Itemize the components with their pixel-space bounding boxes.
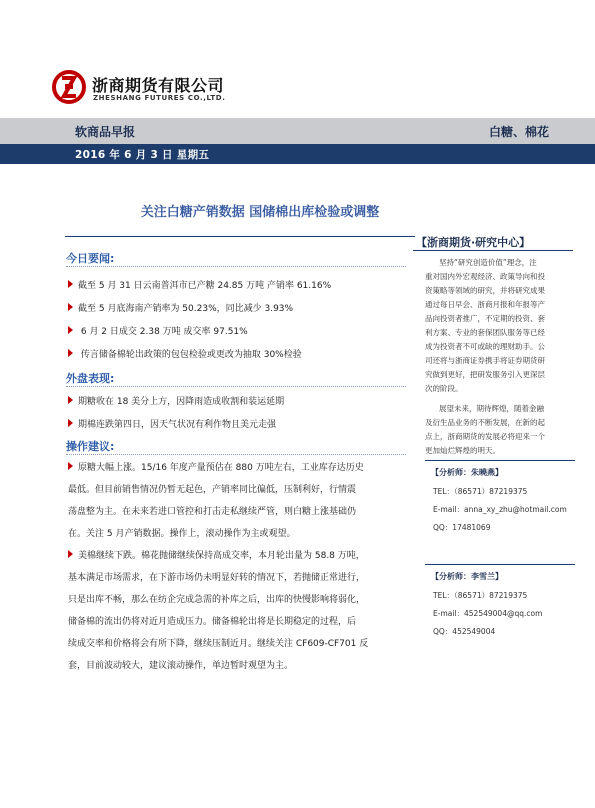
analyst-divider xyxy=(425,460,575,461)
analyst-email[interactable]: E-mail：anna_xy_zhu@hotmail.com xyxy=(433,505,567,514)
news-item: 截至 5 月底海南产销率为 50.23%，同比减少 3.93% xyxy=(68,301,293,314)
analyst-tel: TEL：（86571）87219375 xyxy=(433,591,528,600)
market-item: 期糖收在 18 美分上方，因降雨造成收割和装运延期 xyxy=(68,394,284,407)
analyst-divider xyxy=(425,564,575,565)
section-divider xyxy=(66,386,406,387)
report-type-band xyxy=(0,118,595,144)
report-date: 2016 年 6 月 3 日 星期五 xyxy=(75,149,210,161)
bullet-arrow-icon xyxy=(68,326,73,334)
analyst-tel: TEL：（86571）87219375 xyxy=(433,487,528,496)
panel-divider xyxy=(413,250,573,251)
section-divider xyxy=(66,454,406,455)
section-divider xyxy=(66,266,406,267)
bullet-arrow-icon xyxy=(68,419,73,427)
bullet-arrow-icon xyxy=(68,280,73,288)
bullet-arrow-icon xyxy=(68,303,73,311)
date-band xyxy=(0,144,595,164)
analyst-qq: QQ：17481069 xyxy=(433,523,491,532)
section-heading-advice: 操作建议: xyxy=(66,440,115,453)
advice-paragraph-cotton: 美棉继续下跌。棉花抛储继续保持高成交率，本月轮出量为 58.8 万吨， 基本满足市场需求，在下游市场仍未明显好转的情况下，若抛储正常进行， 只是出库不畅，那么在纺企完成急需的补库之后，出库的快慢影响将弱化， 储备棉的流出仍将对近月造成压力。储备棉轮出将是长期稳定的过程，后 续成交率和价格将会有所下降，继续压制近月。继续关注 CF609-CF701 反 套，目前波动较大，建议滚动操作，单边暂时观望为主。 xyxy=(68,551,369,671)
news-item: 传言储备棉轮出政策的包包检验或更改为抽取 30%检验 xyxy=(68,347,302,360)
title-divider xyxy=(65,236,415,237)
advice-paragraph-sugar: 原糖大幅上涨。15/16 年度产量预估在 880 万吨左右，工业库存达历史 最低。但目前销售情况仍暂无起色，产销率同比偏低，压制利好，行情震 荡盘整为主。在未来若进口管控和打击走私继续严管，则白糖上涨基础仍 在。关注 5 月产销数据。操作上，滚动操作为主或观望。 xyxy=(68,463,364,539)
news-item: 6 月 2 日成交 2.38 万吨 成交率 97.51% xyxy=(68,324,248,337)
research-center-heading: 【浙商期货·研究中心】 xyxy=(416,236,531,249)
report-type: 软商品早报 xyxy=(75,125,136,139)
research-center-intro: 坚持“研究创造价值”理念，注 重对国内外宏观经济、政策导向和投 资策略等领域的研究，并将研究成果 通过每日早会、浙商月报和年报等产 品向投资者推广，不定期的投资、套 利方案、专业的套保团队服务等已经 成为投资者不可或缺的理财助手。公 司还将与浙商证券携手将证券期货研 究做到更好，把研发服务引入更深层 次的阶段。 展望未来，期待辉煌，随着金融 及衍生品业务的不断发展，在新的起 点上，浙商期货的发展必将迎来一个 更加灿烂辉煌的明天。 xyxy=(425,258,545,455)
analyst-qq: QQ：452549004 xyxy=(433,627,496,636)
company-name-en: ZHESHANG FUTURES CO.,LTD. xyxy=(93,94,226,102)
report-category: 白糖、棉花 xyxy=(488,125,549,139)
bullet-arrow-icon xyxy=(68,550,73,558)
analyst-email[interactable]: E-mail：452549004@qq.com xyxy=(433,609,543,618)
news-item: 截至 5 月 31 日云南普洱市已产糖 24.85 万吨 产销率 61.16% xyxy=(68,278,331,291)
market-item: 期棉连跌第四日，因天气状况有利作物且美元走强 xyxy=(68,417,276,430)
bullet-arrow-icon xyxy=(68,396,73,404)
section-heading-overseas: 外盘表现: xyxy=(66,372,115,385)
section-heading-today: 今日要闻: xyxy=(66,252,115,265)
analyst-title: 【分析师：朱曉燕】 xyxy=(431,468,503,477)
bullet-arrow-icon xyxy=(68,462,73,470)
analyst-title: 【分析师：李雪兰】 xyxy=(431,572,503,581)
bullet-arrow-icon xyxy=(68,349,73,357)
report-title: 关注白糖产销数据 国储棉出库检验或调整 xyxy=(140,205,380,220)
company-name-cn: 浙商期货有限公司 xyxy=(92,76,225,95)
company-logo-icon xyxy=(52,70,86,104)
